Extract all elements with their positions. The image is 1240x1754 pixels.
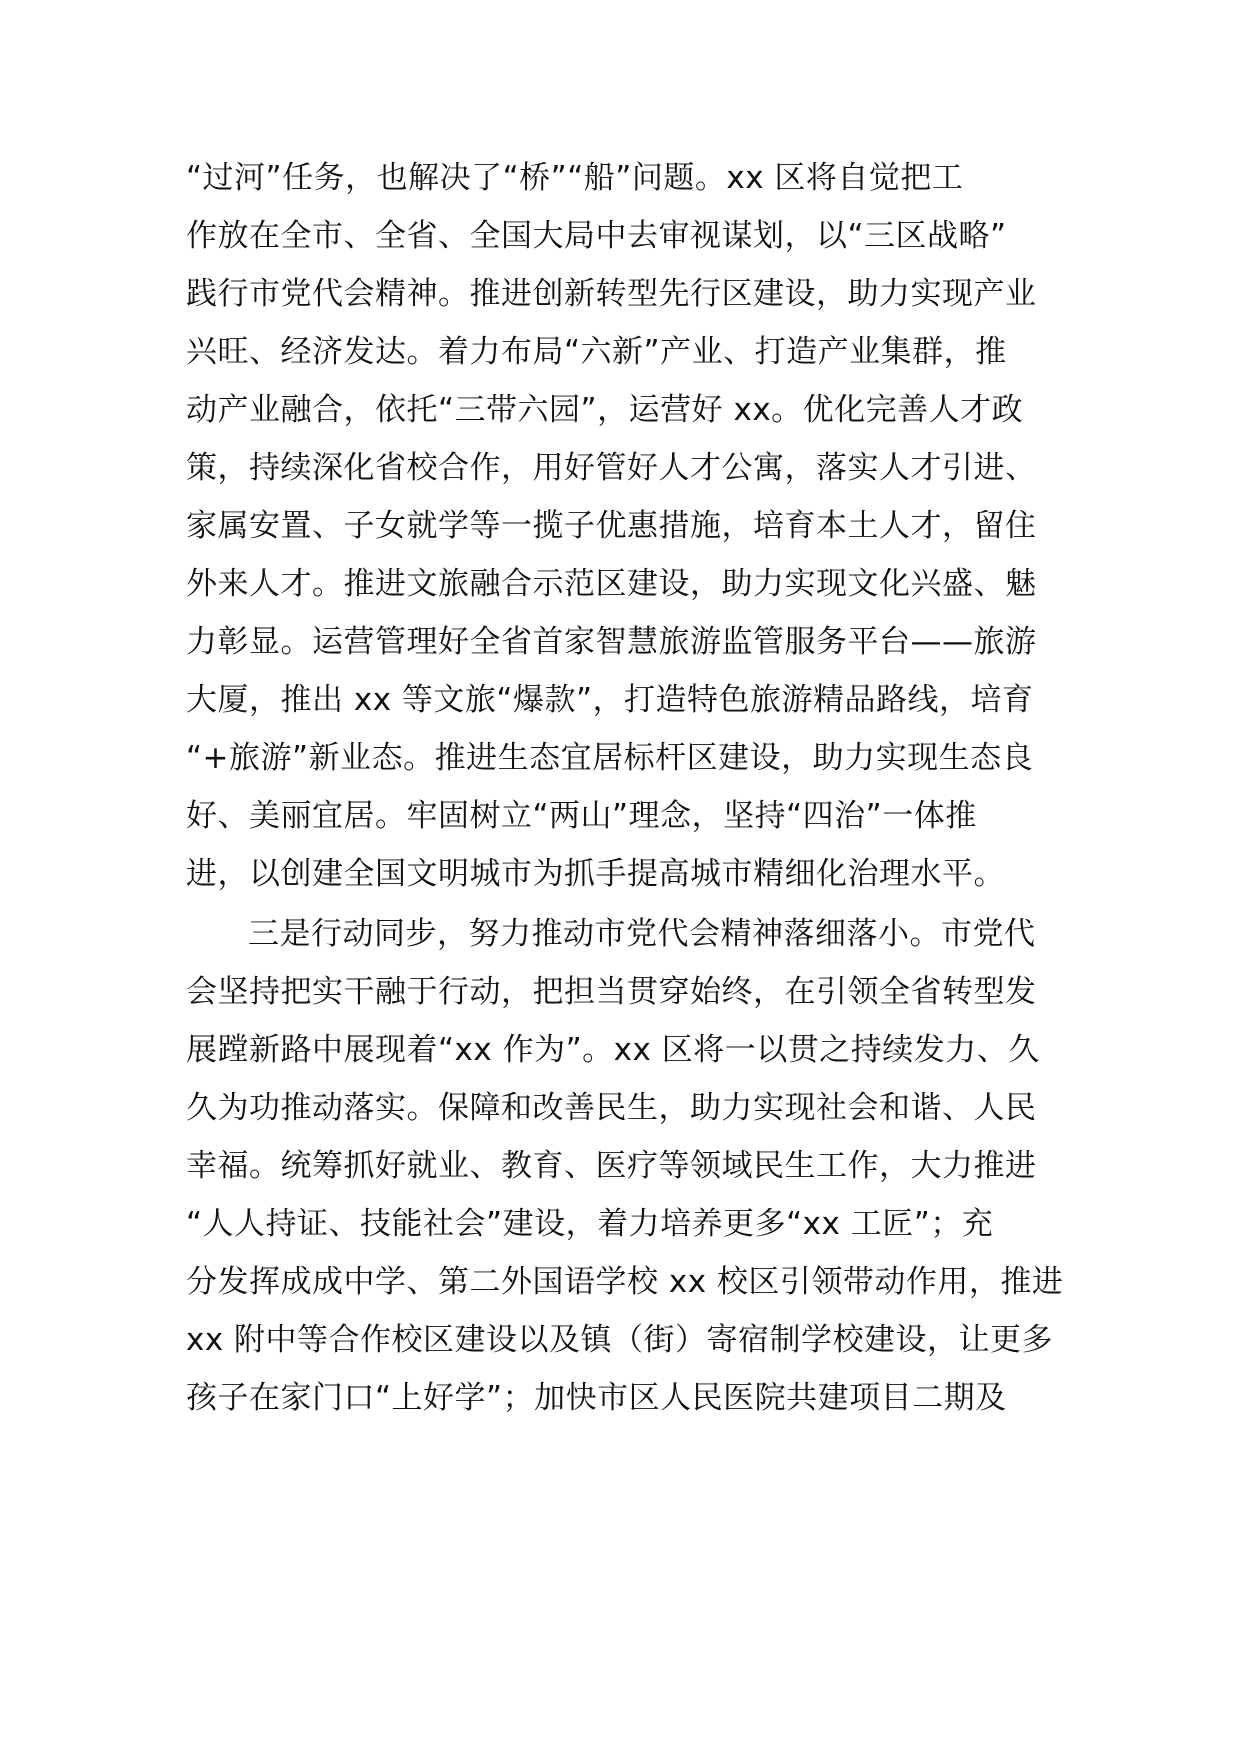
text-line: 力彰显。运营管理好全省首家智慧旅游监管服务平台——旅游 xyxy=(186,624,1037,660)
paragraph-first-line: 三是行动同步，努力推动市党代会精神落细落小。市党代 xyxy=(248,916,1036,952)
text-line: “+旅游”新业态。推进生态宜居标杆区建设，助力实现生态良 xyxy=(186,740,1034,776)
text-line: 动产业融合，依托“三带六园”，运营好 xx。优化完善人才政 xyxy=(186,392,1024,428)
text-line: 分发挥成成中学、第二外国语学校 xx 校区引领带动作用，推进 xyxy=(186,1264,1064,1300)
text-line: 好、美丽宜居。牢固树立“两山”理念，坚持“四治”一体推 xyxy=(186,798,977,834)
text-line: 大厦，推出 xx 等文旅“爆款”，打造特色旅游精品路线，培育 xyxy=(186,682,1034,718)
text-line: 践行市党代会精神。推进创新转型先行区建设，助力实现产业 xyxy=(186,276,1037,312)
text-line: 久为功推动落实。保障和改善民生，助力实现社会和谐、人民 xyxy=(186,1090,1037,1126)
text-line: 作放在全市、全省、全国大局中去审视谋划，以“三区战略” xyxy=(186,218,1007,254)
text-line: 进，以创建全国文明城市为抓手提高城市精细化治理水平。 xyxy=(186,856,1005,892)
text-line: “人人持证、技能社会”建设，着力培养更多“xx 工匠”；充 xyxy=(186,1206,994,1242)
text-line: 幸福。统筹抓好就业、教育、医疗等领域民生工作，大力推进 xyxy=(186,1148,1037,1184)
text-line: xx 附中等合作校区建设以及镇（街）寄宿制学校建设，让更多 xyxy=(186,1322,1054,1358)
text-line: 家属安置、子女就学等一揽子优惠措施，培育本土人才，留住 xyxy=(186,508,1037,544)
text-line: 兴旺、经济发达。着力布局“六新”产业、打造产业集群，推 xyxy=(186,334,1007,370)
text-line: 会坚持把实干融于行动，把担当贯穿始终，在引领全省转型发 xyxy=(186,974,1037,1010)
text-line: 策，持续深化省校合作，用好管好人才公寓，落实人才引进、 xyxy=(186,450,1037,486)
text-line: 外来人才。推进文旅融合示范区建设，助力实现文化兴盛、魅 xyxy=(186,566,1037,602)
text-line: 孩子在家门口“上好学”；加快市区人民医院共建项目二期及 xyxy=(186,1380,1007,1416)
text-line: “过河”任务，也解决了“桥”“船”问题。xx 区将自觉把工 xyxy=(186,160,964,196)
text-line: 展蹚新路中展现着“xx 作为”。xx 区将一以贯之持续发力、久 xyxy=(186,1032,1040,1068)
